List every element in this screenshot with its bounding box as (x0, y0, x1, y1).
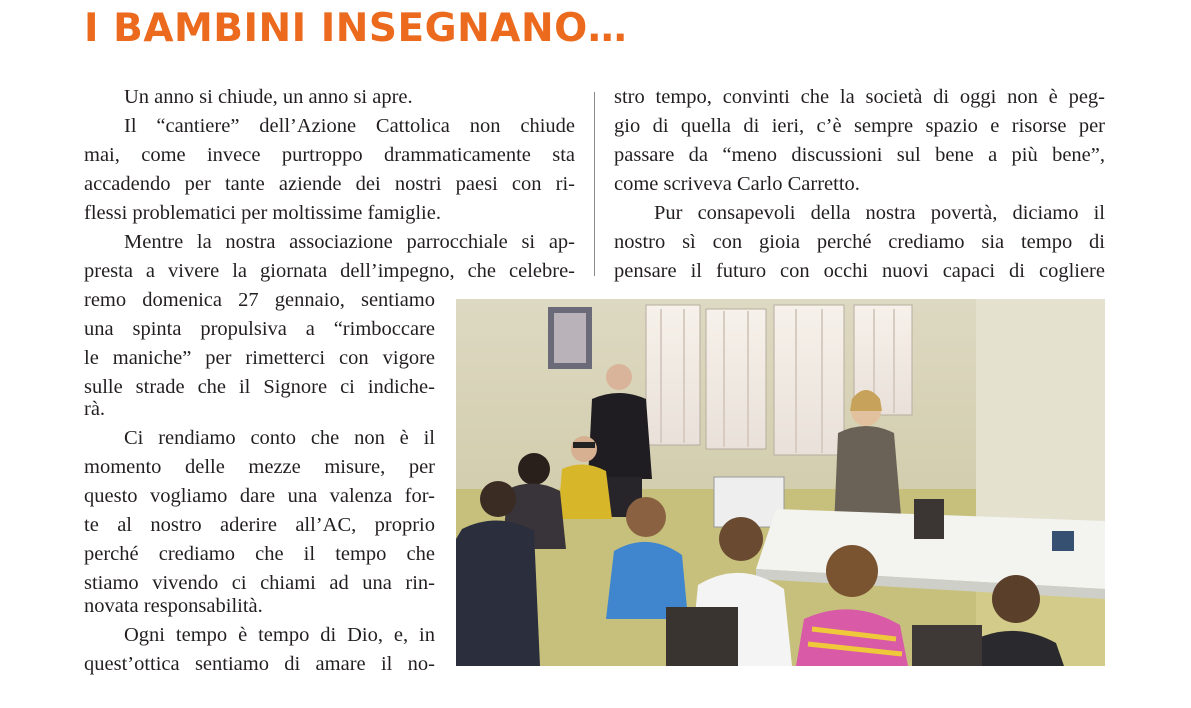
column-divider (594, 92, 595, 276)
text-line: perché crediamo che il tempo che (84, 543, 435, 565)
classroom-photo-illustration (456, 299, 1105, 666)
text-line: le maniche” per rimetterci con vigore (84, 347, 435, 369)
text-line: rà. (84, 398, 106, 420)
text-line: remo domenica 27 gennaio, sentiamo (84, 289, 435, 311)
text-line: Ci rendiamo conto che non è il (124, 427, 435, 449)
text-line: Il “cantiere” dell’Azione Cattolica non chiude (124, 115, 575, 137)
text-line: mai, come invece purtroppo drammaticamente sta (84, 144, 575, 166)
text-line: come scriveva Carlo Carretto. (614, 173, 860, 195)
text-line: accadendo per tante aziende dei nostri paesi con ri- (84, 173, 575, 195)
text-line: te al nostro aderire all’AC, proprio (84, 514, 435, 536)
text-line: Ogni tempo è tempo di Dio, e, in (124, 624, 435, 646)
text-line: gio di quella di ieri, c’è sempre spazio e risorse per (614, 115, 1105, 137)
text-line: presta a vivere la giornata dell’impegno, che celebre- (84, 260, 575, 282)
text-line: Un anno si chiude, un anno si apre. (124, 86, 413, 108)
text-line: passare da “meno discussioni sul bene a più bene”, (614, 144, 1105, 166)
text-line: stro tempo, convinti che la società di oggi non è peg- (614, 86, 1105, 108)
text-line: una spinta propulsiva a “rimboccare (84, 318, 435, 340)
classroom-photo (456, 299, 1105, 666)
text-line: quest’ottica sentiamo di amare il no- (84, 653, 435, 675)
text-line: nostro sì con gioia perché crediamo sia tempo di (614, 231, 1105, 253)
text-line: stiamo vivendo ci chiami ad una rin- (84, 572, 435, 594)
text-line: sulle strade che il Signore ci indiche- (84, 376, 435, 398)
text-line: novata responsabilità. (84, 595, 263, 617)
text-line: Mentre la nostra associazione parrocchiale si ap- (124, 231, 575, 253)
text-line: questo vogliamo dare una valenza for- (84, 485, 435, 507)
text-line: Pur consapevoli della nostra povertà, diciamo il (654, 202, 1105, 224)
article-title: I BAMBINI INSEGNANO… (84, 6, 628, 51)
text-line: flessi problematici per moltissime famiglie. (84, 202, 441, 224)
text-line: pensare il futuro con occhi nuovi capaci di cogliere (614, 260, 1105, 282)
text-line: momento delle mezze misure, per (84, 456, 435, 478)
